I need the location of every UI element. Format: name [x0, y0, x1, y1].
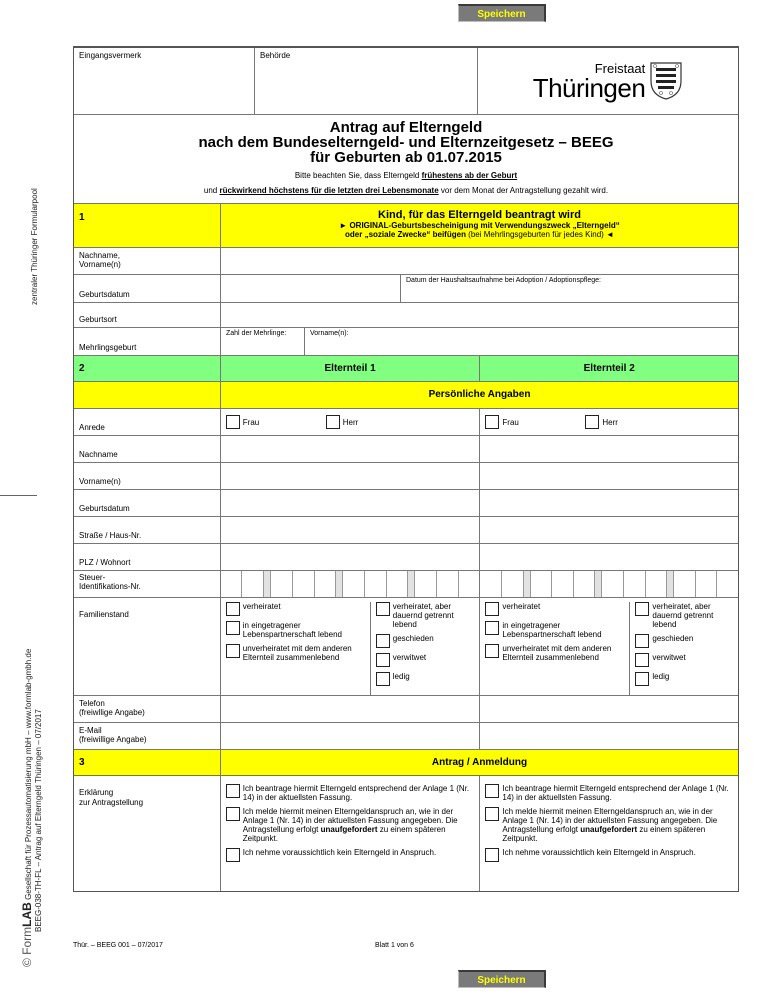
tax-separator: [595, 571, 602, 597]
tax-digit[interactable]: [221, 571, 243, 597]
section3-header: [74, 750, 738, 776]
checkbox[interactable]: [635, 602, 649, 616]
save-button-top[interactable]: Speichern: [458, 4, 546, 22]
checkbox[interactable]: [635, 672, 649, 686]
eingangsvermerk-label: Eingangsvermerk: [79, 51, 142, 60]
save-button-bottom[interactable]: Speichern: [458, 970, 546, 988]
option-label: Ich nehme voraussichtlich kein Elterngeld in Anspruch.: [242, 848, 437, 857]
parent2-herr-option[interactable]: [585, 415, 618, 429]
personal-data-header: [74, 382, 738, 409]
parent1-declaration: [221, 776, 480, 891]
note-line1: [295, 171, 517, 180]
option-label: verheiratet: [502, 602, 541, 611]
herr-label: Herr: [602, 417, 618, 427]
declaration-option-register[interactable]: [226, 807, 475, 843]
option-label: geschieden: [392, 634, 434, 643]
marital-option[interactable]: [635, 602, 738, 629]
section1-title: Kind, für das Elterngeld beantragt wird: [378, 209, 581, 221]
parent1-zip-city-input[interactable]: [221, 544, 480, 570]
parent2-street-input[interactable]: [479, 517, 738, 543]
behoerde-label: Behörde: [260, 51, 291, 60]
tax-separator: [524, 571, 531, 597]
tax-digit[interactable]: [343, 571, 365, 597]
logo-thueringen: Thüringen: [532, 72, 646, 103]
email-row: [74, 723, 738, 750]
copyright-line2: BEEG-038-TH-FL – Antrag auf Elterngeld Thüringen – 07/2017: [34, 709, 43, 932]
section1-header: [74, 204, 738, 248]
section2-number: 2: [79, 363, 85, 374]
tax-digit[interactable]: [531, 571, 553, 597]
header-row: [74, 48, 738, 115]
option-label: verheiratet: [242, 602, 281, 611]
tax-digit[interactable]: [574, 571, 596, 597]
parent1-phone-input[interactable]: [221, 696, 480, 722]
tax-digit[interactable]: [271, 571, 293, 597]
note2-text-pre: und: [203, 186, 220, 195]
section2-header: [74, 356, 738, 382]
parent2-marital-status: [479, 598, 738, 695]
marital-option[interactable]: [376, 672, 480, 686]
child-birthplace-label: Geburtsort: [74, 303, 221, 327]
checkbox[interactable]: [226, 415, 240, 429]
marital-option[interactable]: [635, 672, 738, 686]
title-line1: Antrag auf Elterngeld: [329, 119, 483, 136]
adoption-date-input[interactable]: [401, 275, 738, 302]
zip-city-row: [74, 544, 738, 571]
parent2-marital-right: [630, 602, 738, 695]
birthdate-row: [74, 490, 738, 517]
marital-option[interactable]: [485, 621, 625, 639]
parent2-declaration: [479, 776, 738, 891]
multiple-count-input[interactable]: [221, 328, 305, 355]
declaration-label: [74, 776, 221, 891]
child-birthdate-input[interactable]: [221, 275, 401, 302]
opt2-post: zu einem späteren Zeitpunkt.: [502, 825, 706, 843]
multiple-count-label: Zahl der Mehrlinge:: [226, 330, 287, 337]
tax-digit[interactable]: [602, 571, 624, 597]
tax-digit[interactable]: [696, 571, 718, 597]
checkbox[interactable]: [485, 415, 499, 429]
declaration-option-apply[interactable]: [485, 784, 733, 802]
frau-label: Frau: [502, 417, 519, 427]
thueringen-logo: [478, 48, 738, 114]
declaration-label-l2: zur Antragstellung: [79, 798, 144, 807]
tax-digit[interactable]: [365, 571, 387, 597]
tax-digit[interactable]: [674, 571, 696, 597]
section1-sub1: ► ORIGINAL-Geburtsbescheinigung mit Verwendungszweck „Elterngeld“: [339, 221, 620, 230]
phone-label: [74, 696, 221, 722]
checkbox[interactable]: [485, 644, 499, 658]
salutation-row: [74, 409, 738, 436]
parent1-tax-id-cells: [221, 571, 480, 597]
section1-title-cell: [221, 204, 738, 247]
title-line2: nach dem Bundeselterngeld- und Elternzeitgesetz – BEEG: [198, 134, 614, 151]
opt2-pre: Ich melde hiermit meinen Elterngeldanspruch an, wie in der Anlage 1 (Nr. 14) in der aktuellsten Fassung angegeben. Die Antragstellung erfolgt: [242, 807, 458, 834]
tax-digit[interactable]: [552, 571, 574, 597]
frau-label: Frau: [242, 417, 260, 427]
checkbox[interactable]: [585, 415, 599, 429]
tax-separator: [336, 571, 343, 597]
tax-id-label-l2: Identifikations-Nr.: [79, 582, 141, 591]
option-label: Ich nehme voraussichtlich kein Elterngeld in Anspruch.: [502, 848, 696, 857]
child-name-row: [74, 248, 738, 275]
parent1-birthdate-input[interactable]: [221, 490, 480, 516]
zip-city-label: PLZ / Wohnort: [74, 544, 221, 570]
note1-emphasis: frühestens ab der Geburt: [421, 171, 518, 180]
checkbox[interactable]: [226, 644, 240, 658]
marital-option[interactable]: [376, 602, 480, 629]
checkbox[interactable]: [635, 634, 649, 648]
street-row: [74, 517, 738, 544]
parent1-marital-left: [226, 602, 371, 695]
option-label: Ich beantrage hiermit Elterngeld entsprechend der Anlage 1 (Nr. 14) in der aktuellsten Fassung.: [242, 784, 470, 802]
section1-sub2: [226, 230, 733, 239]
marital-option[interactable]: [485, 602, 625, 616]
firstname-label: Vorname(n): [74, 463, 221, 489]
opt2-bold: unaufgefordert: [320, 825, 378, 834]
tax-separator: [667, 571, 674, 597]
opt2-post: zu einem späteren Zeitpunkt.: [242, 825, 446, 843]
option-label: ledig: [652, 672, 670, 681]
tax-id-row: [74, 571, 738, 598]
parent2-email-input[interactable]: [479, 723, 738, 749]
option-label: [243, 807, 475, 843]
option-label: ledig: [392, 672, 410, 681]
child-name-label-l1: Nachname,: [79, 251, 120, 260]
logo-freistaat: Freistaat: [594, 60, 646, 76]
parent2-lastname-input[interactable]: [479, 436, 738, 462]
checkbox[interactable]: [376, 672, 390, 686]
section1-number: 1: [79, 212, 85, 223]
marital-option[interactable]: [635, 634, 738, 648]
tax-digit[interactable]: [717, 571, 738, 597]
phone-row: [74, 696, 738, 723]
option-label: [502, 807, 733, 843]
behoerde-field[interactable]: [255, 48, 478, 114]
parent1-header: Elternteil 1: [324, 363, 376, 374]
marital-option[interactable]: [376, 653, 480, 667]
child-birthdate-label: Geburtsdatum: [74, 275, 221, 302]
elterngeld-form: [73, 46, 739, 892]
title-block: [74, 115, 738, 204]
tax-digit[interactable]: [387, 571, 409, 597]
parent2-marital-left: [485, 602, 630, 695]
note2-text-post: vor dem Monat der Antragstellung gezahlt wird.: [438, 186, 609, 195]
parent1-marital-right: [371, 602, 480, 695]
note2-emphasis: rückwirkend höchstens für die letzten drei Lebensmonate: [219, 186, 439, 195]
option-label: in eingetragener Lebenspartnerschaft lebend: [242, 621, 342, 639]
tax-separator: [408, 571, 415, 597]
tax-digit[interactable]: [437, 571, 459, 597]
firstname-row: [74, 463, 738, 490]
phone-label-l2: (freiwllige Angabe): [79, 708, 145, 717]
declaration-option-none[interactable]: [485, 848, 733, 862]
phone-label-l1: Telefon: [79, 699, 105, 708]
marital-option[interactable]: [635, 653, 738, 667]
note1-text: Bitte beachten Sie, dass Elterngeld: [294, 171, 422, 180]
checkbox[interactable]: [485, 848, 499, 862]
parent1-herr-option[interactable]: [326, 415, 359, 429]
multiple-names-label: Vorname(n):: [310, 330, 349, 337]
parent1-street-input[interactable]: [221, 517, 480, 543]
parent2-birthdate-input[interactable]: [479, 490, 738, 516]
adoption-date-label: Datum der Haushaltsaufnahme bei Adoption / Adoptionspflege:: [406, 277, 601, 284]
tax-separator: [264, 571, 271, 597]
email-label-l1: E-Mail: [79, 726, 102, 735]
multiple-birth-row: [74, 328, 738, 356]
option-label: verwitwet: [652, 653, 686, 662]
child-name-label-l2: Vorname(n): [79, 260, 121, 269]
checkbox[interactable]: [326, 415, 340, 429]
option-label: verheiratet, aber dauernd getrennt lebend: [392, 602, 454, 629]
checkbox[interactable]: [485, 784, 499, 798]
margin-rule: [0, 495, 37, 496]
declaration-option-apply[interactable]: [226, 784, 475, 802]
opt2-bold: unaufgefordert: [580, 825, 638, 834]
lastname-row: [74, 436, 738, 463]
marital-option[interactable]: [485, 644, 625, 662]
declaration-row: [74, 776, 738, 891]
tax-digit[interactable]: [415, 571, 437, 597]
option-label: unverheiratet mit dem anderen Elternteil zusammenlebend: [502, 644, 612, 662]
multiple-birth-label: Mehrlingsgeburt: [74, 328, 221, 355]
section1-sub2-rest: (bei Mehrlingsgeburten für jedes Kind) ◄: [465, 230, 614, 239]
checkbox[interactable]: [226, 602, 240, 616]
birthdate-label: Geburtsdatum: [74, 490, 221, 516]
child-name-label: [74, 248, 221, 274]
copyright-rest: Gesellschaft für Prozessautomatisierung mbH – www.formlab-gmbh.de: [24, 648, 33, 903]
checkbox[interactable]: [226, 621, 240, 635]
option-label: Ich beantrage hiermit Elterngeld entsprechend der Anlage 1 (Nr. 14) in der aktuellsten Fassung.: [502, 784, 729, 802]
parent2-tax-id-cells: [480, 571, 738, 597]
parent1-lastname-input[interactable]: [221, 436, 480, 462]
tax-digit[interactable]: [293, 571, 315, 597]
eingangsvermerk-field[interactable]: [74, 48, 255, 114]
checkbox[interactable]: [635, 653, 649, 667]
option-label: unverheiratet mit dem anderen Elternteil zusammenlebend: [242, 644, 352, 662]
child-birthplace-input[interactable]: [221, 303, 738, 327]
copyright-prefix: © Form: [20, 926, 34, 967]
parent2-firstname-input[interactable]: [479, 463, 738, 489]
marital-option[interactable]: [226, 644, 366, 662]
checkbox[interactable]: [226, 848, 240, 862]
copyright-line1: [20, 649, 34, 967]
marital-option[interactable]: [376, 634, 480, 648]
tax-digit[interactable]: [646, 571, 668, 597]
formpool-note: zentraler Thüringer Formularpool: [30, 188, 39, 305]
section3-title: Antrag / Anmeldung: [431, 757, 528, 768]
option-label: verheiratet, aber dauernd getrennt lebend: [652, 602, 714, 629]
parent2-tax-id: [479, 571, 738, 597]
form-id: Thür. – BEEG 001 – 07/2017: [73, 942, 163, 949]
checkbox[interactable]: [376, 602, 390, 616]
checkbox[interactable]: [376, 634, 390, 648]
section1-number-cell: [74, 204, 221, 247]
declaration-option-none[interactable]: [226, 848, 475, 862]
marital-status-row: [74, 598, 738, 696]
salutation-label: Anrede: [74, 409, 221, 435]
personal-data-spacer: [74, 382, 221, 408]
parent1-salutation: [221, 409, 480, 435]
page-indicator: Blatt 1 von 6: [375, 942, 414, 949]
tax-digit[interactable]: [624, 571, 646, 597]
child-name-input[interactable]: [221, 248, 738, 274]
child-birthdate-row: [74, 275, 738, 303]
declaration-option-register[interactable]: [485, 807, 733, 843]
tax-digit[interactable]: [459, 571, 480, 597]
option-label: geschieden: [652, 634, 694, 643]
personal-data-title: Persönliche Angaben: [428, 389, 531, 400]
section3-number-cell: [74, 750, 221, 775]
parent1-marital-status: [221, 598, 480, 695]
section1-sub2-bold: oder „soziale Zwecke“ beifügen: [345, 230, 466, 239]
marital-option[interactable]: [226, 602, 366, 616]
option-label: verwitwet: [392, 653, 427, 662]
lastname-label: Nachname: [74, 436, 221, 462]
tax-id-label-l1: Steuer-: [79, 573, 106, 582]
parent2-phone-input[interactable]: [479, 696, 738, 722]
street-label: Straße / Haus-Nr.: [74, 517, 221, 543]
checkbox[interactable]: [485, 602, 499, 616]
title-line3: für Geburten ab 01.07.2015: [310, 149, 502, 166]
opt2-pre: Ich melde hiermit meinen Elterngeldanspruch an, wie in der Anlage 1 (Nr. 14) in der aktuellsten Fassung angegeben. Die Antragstellung erfolgt: [502, 807, 718, 834]
multiple-names-input[interactable]: [305, 328, 738, 355]
tax-digit[interactable]: [242, 571, 264, 597]
checkbox[interactable]: [226, 784, 240, 798]
section3-number: 3: [79, 757, 85, 768]
marital-option[interactable]: [226, 621, 366, 639]
parent1-frau-option[interactable]: [226, 415, 326, 429]
checkbox[interactable]: [485, 621, 499, 635]
checkbox[interactable]: [226, 807, 240, 821]
section2-number-cell: [74, 356, 221, 381]
formlab-brand: LAB: [20, 902, 34, 927]
checkbox[interactable]: [485, 807, 499, 821]
option-label: in eingetragener Lebenspartnerschaft lebend: [502, 621, 602, 639]
marital-status-label: Familienstand: [74, 598, 221, 695]
child-birthplace-row: [74, 303, 738, 328]
checkbox[interactable]: [376, 653, 390, 667]
parent2-salutation: [479, 409, 738, 435]
tax-id-label: [74, 571, 221, 597]
tax-digit[interactable]: [502, 571, 524, 597]
parent1-tax-id: [221, 571, 480, 597]
herr-label: Herr: [342, 417, 359, 427]
parent2-header: Elternteil 2: [479, 356, 738, 381]
email-label-l2: (freiwillige Angabe): [79, 735, 147, 744]
email-label: [74, 723, 221, 749]
tax-digit[interactable]: [480, 571, 502, 597]
parent1-email-input[interactable]: [221, 723, 480, 749]
note-line2: [204, 186, 608, 195]
tax-digit[interactable]: [315, 571, 337, 597]
coat-of-arms-icon: [649, 61, 683, 101]
declaration-label-l1: Erklärung: [79, 788, 114, 797]
parent1-firstname-input[interactable]: [221, 463, 480, 489]
parent2-zip-city-input[interactable]: [479, 544, 738, 570]
parent2-frau-option[interactable]: [485, 415, 585, 429]
